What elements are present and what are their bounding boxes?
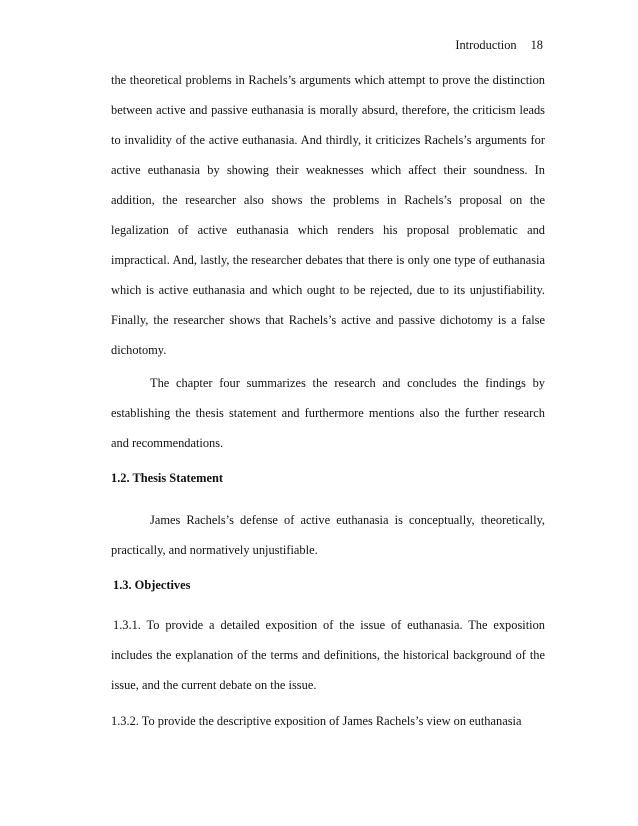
- paragraph-line: issue, and the current debate on the issue.: [111, 678, 317, 692]
- paragraph-line: to invalidity of the active euthanasia. And thirdly, it criticizes Rachels’s arguments for: [111, 133, 545, 147]
- paragraph-line: addition, the researcher also shows the problems in Rachels’s proposal on the: [111, 193, 545, 207]
- paragraph-line: the theoretical problems in Rachels’s arguments which attempt to prove the distinction: [111, 73, 545, 87]
- paragraph-line: active euthanasia by showing their weaknesses which affect their soundness. In: [111, 163, 545, 177]
- paragraph-line: establishing the thesis statement and furthermore mentions also the further research: [111, 406, 545, 420]
- paragraph-line: dichotomy.: [111, 343, 167, 357]
- paragraph-line: legalization of active euthanasia which renders his proposal problematic and: [111, 223, 545, 237]
- paragraph-line: and recommendations.: [111, 436, 224, 450]
- header-page-number: 18: [530, 38, 543, 52]
- paragraph-line: 1.3.1. To provide a detailed exposition of the issue of euthanasia. The exposition: [113, 618, 545, 632]
- paragraph-line: The chapter four summarizes the research and concludes the findings by: [150, 376, 545, 390]
- paragraph-line: Finally, the researcher shows that Rachels’s active and passive dichotomy is a false: [111, 313, 545, 327]
- paragraph-line: 1.3.2. To provide the descriptive exposition of James Rachels’s view on euthanasia: [111, 714, 522, 728]
- paragraph-line: which is active euthanasia and which ought to be rejected, due to its unjustifiability.: [111, 283, 545, 297]
- paragraph-line: includes the explanation of the terms and definitions, the historical background of the: [111, 648, 545, 662]
- paragraph-line: James Rachels’s defense of active euthanasia is conceptually, theoretically,: [150, 513, 545, 527]
- running-header: [455, 38, 543, 53]
- paragraph-line: impractical. And, lastly, the researcher debates that there is only one type of euthanasia: [111, 253, 545, 267]
- section-heading-thesis: 1.2. Thesis Statement: [111, 471, 223, 485]
- section-heading-objectives: 1.3. Objectives: [113, 578, 191, 592]
- paragraph-line: between active and passive euthanasia is morally absurd, therefore, the criticism leads: [111, 103, 545, 117]
- paragraph-line: practically, and normatively unjustifiable.: [111, 543, 318, 557]
- header-section-title: Introduction: [455, 38, 517, 52]
